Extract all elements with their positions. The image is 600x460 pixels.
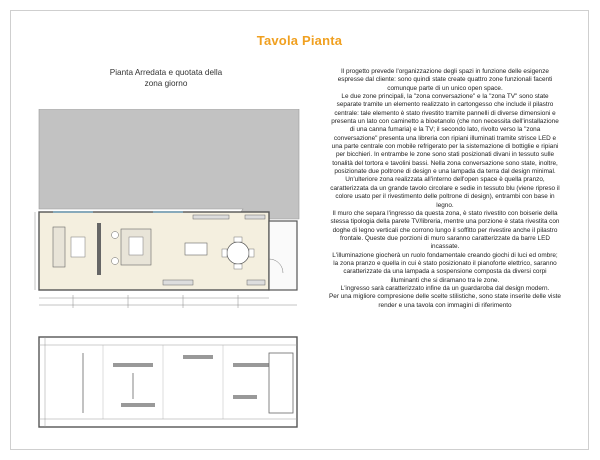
description-paragraph: Per una migliore compresione delle scelte stilistiche, sono state inserite delle viste render e una tavola con immagini di riferimento (329, 293, 561, 309)
electric-piano (185, 243, 207, 255)
entrance-room (269, 221, 297, 290)
description-paragraph: Le due zone principali, la "zona conversazione" e la "zona TV" sono state separate tramite un elemento realizzato in cartongesso che include il pilastro centrale: tale elemento è stato rivestito tramite pannelli di diverse dimensioni e presenta un lato con caminetto a bioetanolo (che non necessita dell'installazione di una canna fumaria) e la TV; il secondo lato, rivolto verso la "zona conversazione" presenta una libreria con ripiani illuminati tramite strisce LED e una parte centrale con mobile refrigerato per la sistemazione di bottiglie e ripiani per bicchieri. In entrambe le zone sono stati posizionati divani in tessuto sulle tonalità del tortora e tavolini bassi. Nella zona conversazione sono state, inoltre, posizionate due poltrone di design e una lampada da terra dal design minimal. (331, 93, 559, 176)
project-description (329, 68, 561, 310)
page-title: Tavola Pianta (256, 33, 343, 48)
description-paragraph: L'ingresso sarà caratterizzato infine da un guardaroba dal design modern. (340, 284, 550, 292)
sofa-tv-zone (53, 227, 65, 267)
document-sheet (10, 10, 589, 450)
description-paragraph: L'illuminazione giocherà un ruolo fondamentale creando giochi di luci ed ombre; la zona pranzo e quella in cui è stato posizionato il pianoforte elettrico, saranno caratterizzate da una lampada a sospensione composta da diversi corpi illuminanti che si diramano tra le zone. (332, 251, 558, 284)
plan-caption: Pianta Arredata e quotata della zona giorno (109, 68, 223, 88)
dimensioned-floor-plan (33, 333, 303, 433)
furnished-floor-plan (33, 109, 303, 321)
description-paragraph: Il progetto prevede l'organizzazione degli spazi in funzione delle esigenze espresse dal cliente: sono quindi state create quattro zone funzionali facenti comunque parte di un unico open space. (337, 68, 553, 92)
dimensioned-plan-drawing (33, 333, 303, 433)
partition-wall (97, 223, 101, 275)
round-dining-table (227, 242, 249, 264)
description-paragraph: Un'ulteriore zona realizzata all'interno dell'open space è quella pranzo, caratterizzata da un grande tavolo circolare e sedie in tessuto blu (viene ripreso il colore usato per il rivestimento delle poltrone di design), entrambi con base in legno. (330, 176, 560, 209)
description-paragraph: Il muro che separa l'ingresso da questa zona, è stato rivestito con boiserie della stessa tipologia della parete TV/libreria, mentre una porzione è stata rivestita con doghe di legno verticali che corrono lungo il soffitto per rivestire anche il pilastro frontale. Queste due porzioni di muro saranno caratterizzate da barre LED incassate. (330, 209, 560, 251)
bookcase-unit (193, 215, 229, 219)
adjacent-building-hatch (39, 109, 299, 219)
furnished-plan-drawing (33, 109, 303, 321)
